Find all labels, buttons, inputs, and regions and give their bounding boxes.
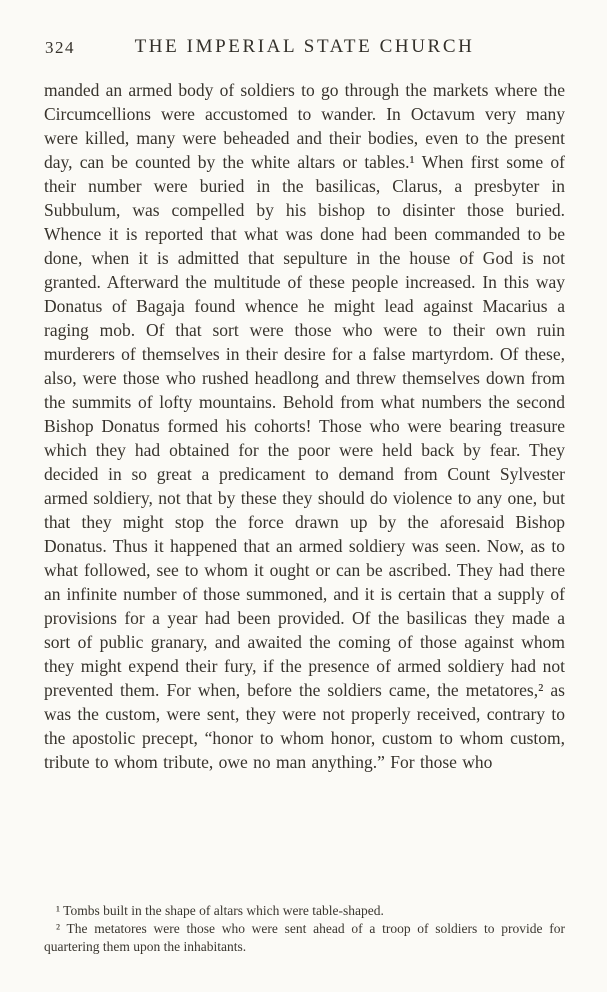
body-paragraph: manded an armed body of soldiers to go through the markets where the Circumcellions were accustomed to wander. In Octavum very many were killed, many were beheaded and their bodies, even to the present day, can be counted by the white altars or tables.¹ When first some of their number were buried in the basilicas, Clarus, a presbyter in Subbulum, was compelled by his bishop to disinter those buried. Whence it is reported that what was done had been commanded to be done, when it is admitted that sepulture in the house of God is not granted. Afterward the multitude of these people increased. In this way Donatus of Bagaja found whence he might lead against Macarius a raging mob. Of that sort were those who were to their own ruin murderers of themselves in their desire for a false martyrdom. Of these, also, were those who rushed headlong and threw themselves down from the summits of lofty mountains. Behold from what numbers the second Bishop Donatus formed his cohorts! Those who were bearing treasure which they had obtained for the poor were held back by fear. They decided in so great a predicament to demand from Count Sylvester armed soldiery, not that by these they should do violence to any one, but that they might stop the force drawn up by the aforesaid Bishop Donatus. Thus it happened that an armed soldiery was seen. Now, as to what followed, see to whom it ought or can be ascribed. They had there an infinite number of those summoned, and it is certain that a supply of provisions for a year had been provided. Of the basilicas they made a sort of public granary, and awaited the coming of those against whom they might expend their fury, if the presence of armed soldiery had not prevented them. For when, before the soldiers came, the metatores,² as was the custom, were sent, they were not properly received, contrary to the apostolic precept, “honor to whom honor, custom to whom custom, tribute to whom tribute, owe no man anything.” For those who: [44, 80, 565, 772]
footnote-2: ² The metatores were those who were sent ahead of a troop of soldiers to provide for quartering them upon the inhabitants.: [44, 921, 565, 954]
footnotes-section: [44, 894, 565, 956]
page-header: [44, 34, 565, 64]
page-body: [44, 78, 565, 774]
running-title: THE IMPERIAL STATE CHURCH: [134, 36, 475, 57]
page-number: 324: [45, 38, 75, 57]
footnote-1: ¹ Tombs built in the shape of altars which were table-shaped.: [56, 903, 384, 918]
